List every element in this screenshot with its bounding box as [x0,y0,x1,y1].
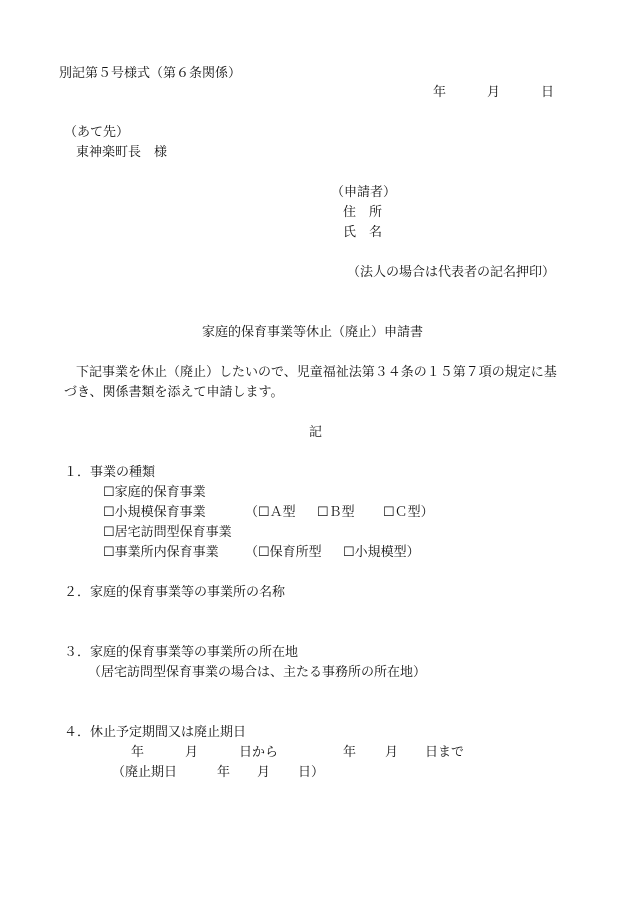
applicant-label: （申請者） [331,185,397,200]
checkbox-type-b[interactable]: ☐Ｂ型 [317,505,355,520]
addressee-name: 東神楽町長 様 [76,145,168,160]
checkbox-home-visit-daycare[interactable]: ☐居宅訪問型保育事業 [103,525,232,540]
checkbox-small-scale-daycare[interactable]: ☐小規模保育事業 [103,505,206,520]
period-from-day: 日から [239,745,279,760]
checkbox-family-daycare[interactable]: ☐家庭的保育事業 [103,485,206,500]
section-3-heading: ３．家庭的保育事業等の事業所の所在地 [64,645,299,660]
section-4-heading: ４．休止予定期間又は廃止期日 [64,725,247,740]
period-from-month: 月 [185,745,199,760]
period-to-month: 月 [385,745,399,760]
abolish-day: 日） [298,765,325,780]
section-3-note: （居宅訪問型保育事業の場合は、主たる事務所の所在地） [88,665,427,680]
checkbox-nursery-type[interactable]: （☐保育所型 [245,545,322,560]
period-to-day: 日まで [425,745,465,760]
checkbox-small-type[interactable]: ☐小規模型） [343,545,420,560]
document-title: 家庭的保育事業等休止（廃止）申請書 [202,325,424,340]
abolish-date-label: （廃止期日 [112,765,178,780]
checkbox-workplace-daycare[interactable]: ☐事業所内保育事業 [103,545,219,560]
checkbox-type-c[interactable]: ☐Ｃ型） [383,505,434,520]
section-2-heading: ２．家庭的保育事業等の事業所の名称 [64,585,286,600]
ki-heading: 記 [309,425,323,440]
date-month-label: 月 [487,85,501,100]
corporate-seal-note: （法人の場合は代表者の記名押印） [347,265,556,280]
abolish-month: 月 [257,765,271,780]
body-text-line-1: 下記事業を休止（廃止）したいので、児童福祉法第３４条の１５第７項の規定に基 [76,365,557,380]
applicant-name-label: 氏 名 [343,225,383,240]
applicant-address-label: 住 所 [343,205,383,220]
date-year-label: 年 [433,85,447,100]
addressee-label: （あて先） [64,125,130,140]
body-text-line-2: づき、関係書類を添えて申請します。 [64,385,284,400]
abolish-year: 年 [217,765,231,780]
date-day-label: 日 [541,85,555,100]
form-number: 別記第５号様式（第６条関係） [59,66,242,81]
period-from-year: 年 [131,745,145,760]
period-to-year: 年 [343,745,357,760]
checkbox-type-a[interactable]: （☐Ａ型 [245,505,296,520]
section-1-heading: １．事業の種類 [64,465,156,480]
